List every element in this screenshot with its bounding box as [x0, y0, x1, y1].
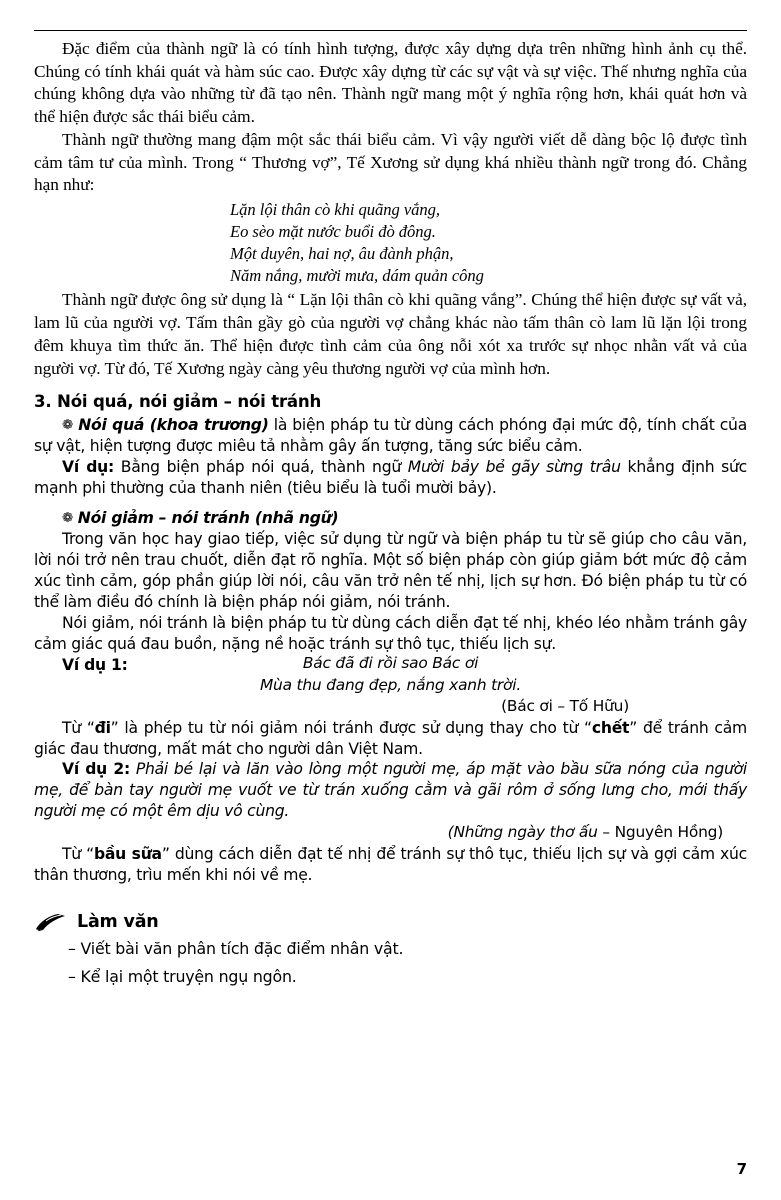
- noi-giam-term-line: [34, 508, 747, 529]
- verse-line: Lặn lội thân cò khi quãng vắng,: [230, 200, 441, 220]
- vidu1-word-chet: chết: [591, 718, 630, 737]
- vidu1-note: [34, 718, 747, 760]
- vidu2-note: [34, 844, 747, 886]
- verse-block-thuong-vo: [34, 199, 747, 287]
- flower-icon: ❁: [62, 417, 74, 434]
- vidu2-word-bau-sua: bầu sữa: [93, 844, 162, 863]
- lam-van-item: – Kể lại một truyện ngụ ngôn.: [68, 966, 297, 986]
- noi-giam-term: Nói giảm – nói tránh (nhã ngữ): [77, 509, 339, 528]
- vidu2-line: [34, 759, 747, 822]
- section-heading-3: 3. Nói quá, nói giảm – nói tránh: [34, 392, 322, 412]
- noi-giam-paragraph-1: Trong văn học hay giao tiếp, việc sử dụng từ ngữ và biện pháp tu từ sẽ giúp cho câu văn, lời nói trở nên trau chuốt, diễn đạt rõ nghĩa. Một số biện pháp còn giúp giảm bớt mức độ cảm xúc tình cảm, góp phần giúp lời nói, câu văn trở nên tế nhị, lịch sự hơn. Đó biện pháp tu từ có thể làm điều đó chính là biện pháp nói giảm, nói tránh.: [34, 530, 747, 612]
- page-number: 7: [736, 1160, 747, 1178]
- vidu1-word-di: đi: [94, 718, 111, 737]
- vidu1-note-c: ” là phép tu từ nói giảm nói tránh được sử dụng thay cho từ “: [110, 718, 592, 737]
- example-text-1: Bằng biện pháp nói quá, thành ngữ: [113, 458, 408, 477]
- verse-line: Bác đã đi rồi sao Bác ơi: [302, 654, 479, 673]
- paragraph-3: Thành ngữ được ông sử dụng là “ Lặn lội thân cò khi quãng vắng”. Chúng thể hiện được sự vất vả, lam lũ của người vợ. Tấm thân gầy gò của người vợ chẳng khác nào tấm thân cò lam lũ lặn lội trong đêm khuya tìm thức ăn. Thể hiện được tình cảm của ông nỗi xót xa trước sự nhọc nhằn vất vả của người vợ. Từ đó, Tế Xương ngày càng yêu thương người vợ của mình hơn.: [34, 290, 747, 378]
- vidu2-attribution: [34, 822, 747, 844]
- example-label: Ví dụ:: [62, 458, 114, 477]
- paragraph-2: Thành ngữ thường mang đậm một sắc thái biểu cảm. Vì vậy người viết dễ dàng bộc lộ được tình cảm tâm tư của mình. Trong “ Thương vợ”, Tế Xương sử dụng khá nhiều thành ngữ trong đó. Chẳng hạn như:: [34, 129, 747, 195]
- vidu1-verse-block: [34, 653, 747, 696]
- noi-qua-definition: [34, 415, 747, 457]
- verse-line: Một duyên, hai nợ, âu đành phận,: [230, 244, 454, 264]
- vidu1-attribution: (Bác ơi – Tố Hữu): [501, 696, 629, 715]
- paragraph-1: Đặc điểm của thành ngữ là có tính hình tượng, được xây dựng dựa trên những hình ảnh cụ thể. Chúng có tính khái quát và hàm súc cao. Được xây dựng từ các sự vật và sự việc. Thế nhưng nghĩa của chúng không dựa vào những từ đã tạo nên. Thành ngữ mang một ý nghĩa rộng hơn, khái quát hơn và thể hiện được sắc thái biểu cảm.: [34, 39, 747, 127]
- lam-van-item: – Viết bài văn phân tích đặc điểm nhân vật.: [68, 938, 404, 958]
- verse-line: Năm nắng, mười mưa, dám quản công: [230, 266, 484, 286]
- pen-icon: [34, 912, 68, 932]
- example-text-2: khẳng định sức mạnh phi thường của thanh niên (tiêu biểu là tuổi mười bảy).: [34, 458, 748, 498]
- noi-qua-example: [34, 457, 747, 499]
- lam-van-header: [34, 912, 747, 932]
- noi-qua-def-text: là biện pháp tu từ dùng cách phóng đại mức độ, tính chất của sự vật, hiện tượng được miêu tả nhằm gây ấn tượng, tăng sức biểu cảm.: [34, 416, 747, 456]
- vidu2-label: Ví dụ 2:: [62, 760, 130, 779]
- noi-qua-term: Nói quá (khoa trương): [78, 416, 269, 435]
- vidu1-label: Ví dụ 1:: [62, 655, 128, 674]
- example-idiom: Mười bảy bẻ gãy sừng trâu: [407, 458, 621, 477]
- vidu2-attr-author: – Nguyên Hồng): [597, 823, 723, 842]
- vidu1-note-a: Từ “: [62, 718, 95, 737]
- vidu2-quote: Phải bé lại và lăn vào lòng một người mẹ, áp mặt vào bầu sữa nóng của người mẹ, để bàn tay người mẹ vuốt ve từ trán xuống cằm và gãi rôm ở sống lưng cho, mới thấy người mẹ có một êm dịu vô cùng.: [34, 760, 747, 821]
- lam-van-title: Làm văn: [77, 911, 159, 932]
- verse-line: Eo sèo mặt nước buổi đò đông.: [230, 222, 436, 242]
- vidu2-note-c: ” dùng cách diễn đạt tế nhị để tránh sự thô tục, thiếu lịch sự và gợi cảm xúc thân thương, trìu mến khi nói về mẹ.: [34, 844, 747, 884]
- noi-giam-paragraph-2: Nói giảm, nói tránh là biện pháp tu từ dùng cách diễn đạt tế nhị, khéo léo nhằm tránh gây cảm giác quá đau buồn, nặng nề hoặc tránh sự thô tục, thiếu lịch sự.: [34, 614, 747, 654]
- vidu2-attr-title: (Những ngày thơ ấu: [447, 823, 598, 842]
- flower-icon: ❁: [62, 510, 74, 527]
- verse-line: Mùa thu đang đẹp, nắng xanh trời.: [259, 675, 522, 694]
- vidu2-note-a: Từ “: [62, 844, 94, 863]
- page-top-rule: [34, 30, 747, 31]
- vidu1-note-e: ” để tránh cảm giác đau thương, mất mát cho người dân Việt Nam.: [34, 718, 747, 758]
